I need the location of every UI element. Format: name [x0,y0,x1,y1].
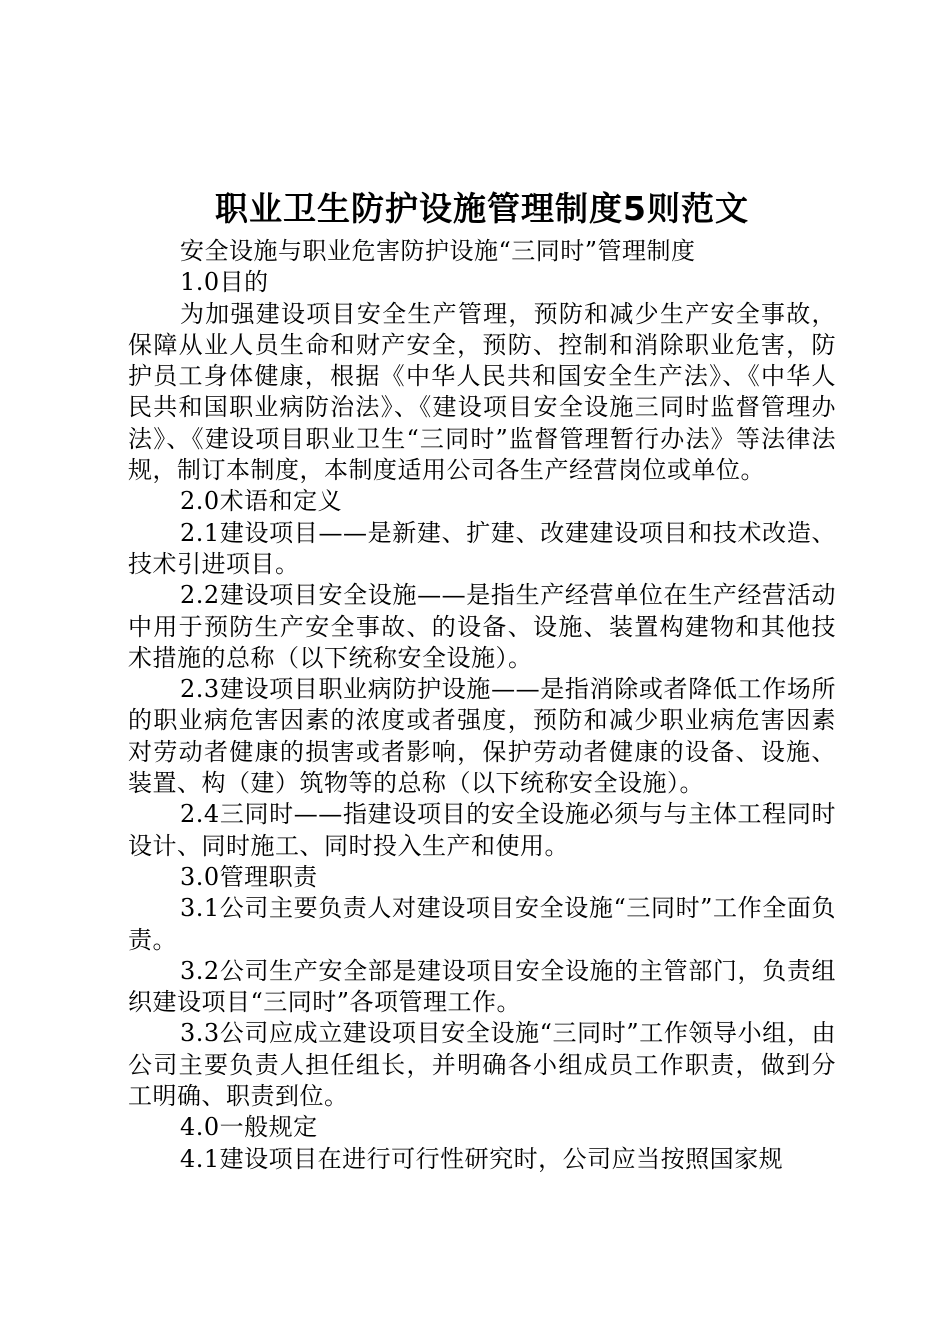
paragraph-general-4-1: 4.1建设项目在进行可行性研究时，公司应当按照国家规 [180,1144,784,1173]
paragraph-term-2-2: 2.2建设项目安全设施——是指生产经营单位在生产经营活动中用于预防生产安全事故、的设备、设施、装置构建物和其他技术措施的总称（以下统称安全设施）。 [128,581,836,672]
section-heading-general: 4.0一般规定 [180,1113,318,1142]
paragraph-term-2-1: 2.1建设项目——是新建、扩建、改建建设项目和技术改造、技术引进项目。 [128,518,836,578]
section-heading-terms: 2.0术语和定义 [180,487,343,516]
paragraph-duty-3-2: 3.2公司生产安全部是建设项目安全设施的主管部门，负责组织建设项目“三同时”各项管理工作。 [128,956,836,1017]
paragraph-term-2-3: 2.3建设项目职业病防护设施——是指消除或者降低工作场所的职业病危害因素的浓度或者强度，预防和减少职业病危害因素对劳动者健康的损害或者影响，保护劳动者健康的设备、设施、装置、构（建）筑物等的总称（以下统称安全设施）。 [128,675,836,798]
paragraph-subtitle: 安全设施与职业危害防护设施“三同时”管理制度 [180,237,696,265]
section-heading-purpose: 1.0目的 [180,268,269,297]
document-page [128,188,836,1175]
document-title: 职业卫生防护设施管理制度5则范文 [215,189,749,228]
paragraph-term-2-4: 2.4三同时——指建设项目的安全设施必须与与主体工程同时设计、同时施工、同时投入生产和使用。 [128,800,836,860]
paragraph-purpose: 为加强建设项目安全生产管理，预防和减少生产安全事故，保障从业人员生命和财产安全，预防、控制和消除职业危害，防护员工身体健康，根据《中华人民共和国安全生产法》、《中华人民共和国职业病防治法》、《建设项目安全设施三同时监督管理办法》、《建设项目职业卫生“三同时”监督管理暂行办法》等法律法规，制订本制度，本制度适用公司各生产经营岗位或单位。 [128,299,836,485]
paragraph-duty-3-1: 3.1公司主要负责人对建设项目安全设施“三同时”工作全面负责。 [128,894,836,954]
section-heading-duties: 3.0管理职责 [180,862,318,891]
paragraph-duty-3-3: 3.3公司应成立建设项目安全设施“三同时”工作领导小组，由公司主要负责人担任组长，并明确各小组成员工作职责，做到分工明确、职责到位。 [128,1019,836,1111]
